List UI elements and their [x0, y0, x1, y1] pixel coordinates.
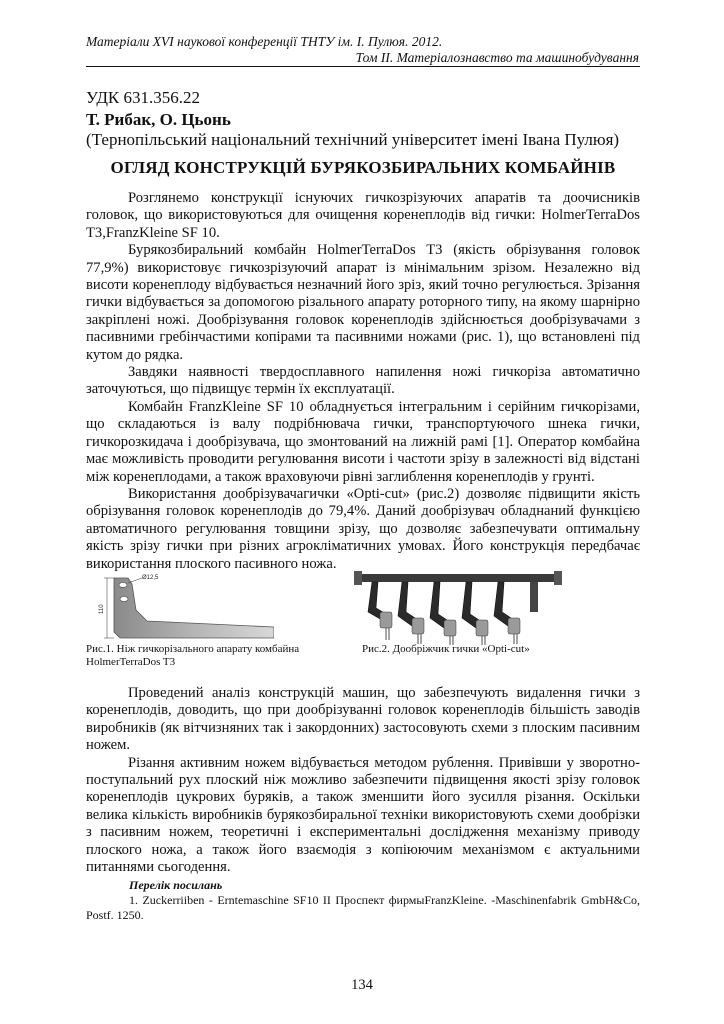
- paragraph: Комбайн FranzKleine SF 10 обладнується інтегральним і серійним гичкорізами, що складаються із валу подрібнювача гички, транспортуючого шнека гички, гичкорозкидача і дообрізувача, що змонтований на лижній рамі [1]. Оператор комбайна має можливість проводити регулювання висоти і частоти зрізу в залежності від відстані між коренеплодами, а також враховуючи рівні заглиблення коренеплодів у грунті.: [86, 398, 640, 485]
- running-header-conference: Матеріали XVI наукової конференції ТНТУ ім. І. Пулюя. 2012.: [86, 34, 443, 49]
- paragraph: Розглянемо конструкції існуючих гичкозрізуючих апаратів та доочисників головок, що використовуються для очищення коренеплодів від гички: HolmerTerraDos T3,FranzKleine SF 10.: [86, 190, 640, 241]
- paragraph: Бурякозбиральний комбайн HolmerTerraDos T3 (якість обрізування головок 77,9%) використовує гичкозрізуючий апарат із мінімальним зрізом. Незалежно від висоти коренеплоду відбувається незначний його зріз, який точно регулюється. Зрізання гички відбувається за допомогою різального апарату роторного типу, на якому шарнірно закріплені ножі. Дообрізування головок коренеплодів здійснюється дообрізувачами з пасивними гребінчастими копірами та пасивними ножами (рис. 1), що встановлені під кутом до рядка.: [86, 242, 640, 363]
- opti-cut-topper-figure: [352, 568, 564, 646]
- body-text-after-figures: [86, 685, 640, 876]
- header-rule: [86, 66, 640, 67]
- paragraph: Завдяки наявності твердосплавного напилення ножі гичкоріза автоматично заточуються, що підвищує термін їх експлуатації.: [86, 364, 640, 398]
- reference-item: 1. Zuckerriiben - Erntemaschine SF10 II Проспект фирмыFranzKleine. -Maschinenfabrik GmbH&Co, Postf. 1250.: [86, 893, 640, 922]
- figure-2-caption: Рис.2. Дообріжчик гички «Opti-cut»: [362, 643, 530, 655]
- paragraph: Використання дообрізувачагички «Opti-cut» (рис.2) дозволяє підвищити якість обрізування головок коренеплодів до 79,4%. Даний дообрізувач обладнаний функцією автоматичного регулювання товщини зрізу, що дозволяє забезпечувати оптимальну якість зрізу гички при різних агрокліматичних умовах. Його конструкція передбачає використання плоского пасивного ножа.: [86, 485, 640, 572]
- diameter-label: Ø12,5: [142, 575, 159, 581]
- knife-drawing-figure: [92, 572, 274, 640]
- references-title: Перелік посилань: [129, 878, 223, 892]
- paragraph: Різання активним ножем відбувається методом рублення. Привівши у зворотно-поступальний рух плоский ніж можливо забезпечити підвищення якості зрізу головок коренеплодів цукрових буряків, а також зменшити його зусилля різання. Оскільки велика кількість виробників бурякозбиральної техніки використовують схеми дообрізки з пасивним ножем, теоретичні і експериментальні дослідження механізму приводу плоского ножа, а також його взаємодія з копіюючим механізмом є актуальними питаннями сьогодення.: [86, 754, 640, 876]
- authors: Т. Рибак, О. Цьонь: [86, 110, 231, 129]
- article-title: ОГЛЯД КОНСТРУКЦІЙ БУРЯКОЗБИРАЛЬНИХ КОМБАЙНІВ: [110, 158, 616, 177]
- paragraph: Проведений аналіз конструкцій машин, що забезпечують видалення гички з коренеплодів, доводить, що при дообрізуванні головок коренеплодів більшість заводів виробників (як вітчизняних так і закордонних) застосовують схеми з плоским пасивним ножем.: [86, 685, 640, 754]
- figure-1-caption: Рис.1. Ніж гичкорізального апарату комбайна HolmerTerraDos T3: [86, 643, 300, 668]
- body-text-before-figures: [86, 190, 640, 573]
- height-label: 110: [99, 604, 105, 614]
- udc-code: УДК 631.356.22: [86, 88, 201, 107]
- running-header-volume: Том ІІ. Матеріалознавство та машинобудування: [355, 50, 639, 65]
- page-number: 134: [351, 977, 373, 993]
- affiliation: (Тернопільський національний технічний університет імені Івана Пулюя): [86, 130, 620, 149]
